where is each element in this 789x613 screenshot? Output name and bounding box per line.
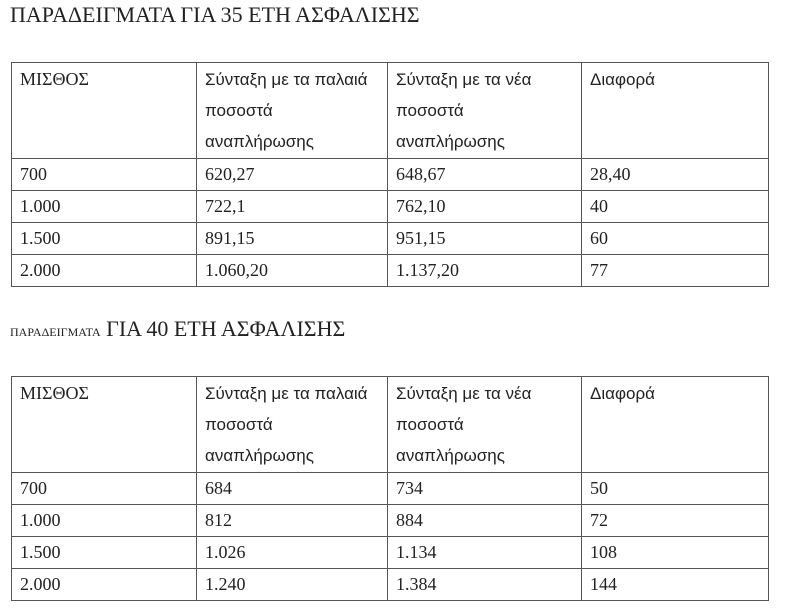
cell-old-pension: 684	[197, 473, 388, 505]
table-header-row	[12, 63, 769, 159]
cell-old-pension: 891,15	[197, 223, 388, 255]
pension-table-40-years	[11, 376, 769, 601]
table-row	[12, 473, 769, 505]
header-salary: ΜΙΣΘΟΣ	[12, 377, 197, 473]
table-row	[12, 569, 769, 601]
cell-new-pension: 648,67	[388, 159, 582, 191]
cell-difference: 60	[582, 223, 769, 255]
cell-new-pension: 762,10	[388, 191, 582, 223]
cell-difference: 144	[582, 569, 769, 601]
cell-new-pension: 1.134	[388, 537, 582, 569]
header-new-pension: Σύνταξη με τα νέα ποσοστά αναπλήρωσης	[388, 377, 582, 473]
table-row	[12, 159, 769, 191]
cell-salary: 2.000	[12, 255, 197, 287]
cell-new-pension: 951,15	[388, 223, 582, 255]
cell-old-pension: 620,27	[197, 159, 388, 191]
cell-new-pension: 1.384	[388, 569, 582, 601]
table-row	[12, 537, 769, 569]
header-old-pension: Σύνταξη με τα παλαιά ποσοστά αναπλήρωσης	[197, 63, 388, 159]
table-row	[12, 223, 769, 255]
cell-old-pension: 812	[197, 505, 388, 537]
cell-salary: 1.500	[12, 223, 197, 255]
table-header-row	[12, 377, 769, 473]
cell-salary: 2.000	[12, 569, 197, 601]
section-40-years-title	[10, 315, 345, 346]
cell-difference: 108	[582, 537, 769, 569]
header-difference: Διαφορά	[582, 63, 769, 159]
header-difference: Διαφορά	[582, 377, 769, 473]
cell-salary: 1.000	[12, 191, 197, 223]
table-row	[12, 255, 769, 287]
cell-new-pension: 884	[388, 505, 582, 537]
section-40-years-title-rest: ΓΙΑ 40 ΕΤΗ ΑΣΦΑΛΙΣΗΣ	[100, 316, 346, 341]
cell-old-pension: 1.060,20	[197, 255, 388, 287]
pension-table-35-years	[11, 62, 769, 287]
cell-difference: 72	[582, 505, 769, 537]
cell-new-pension: 734	[388, 473, 582, 505]
cell-salary: 1.000	[12, 505, 197, 537]
table-row	[12, 191, 769, 223]
cell-difference: 50	[582, 473, 769, 505]
cell-salary: 700	[12, 159, 197, 191]
cell-old-pension: 1.026	[197, 537, 388, 569]
section-40-years-title-prefix: ΠΑΡΑΔΕΙΓΜΑΤΑ	[10, 325, 101, 339]
cell-difference: 77	[582, 255, 769, 287]
cell-new-pension: 1.137,20	[388, 255, 582, 287]
header-salary: ΜΙΣΘΟΣ	[12, 63, 197, 159]
cell-salary: 1.500	[12, 537, 197, 569]
cell-old-pension: 722,1	[197, 191, 388, 223]
cell-difference: 28,40	[582, 159, 769, 191]
header-old-pension: Σύνταξη με τα παλαιά ποσοστά αναπλήρωσης	[197, 377, 388, 473]
table-row	[12, 505, 769, 537]
section-35-years-title: ΠΑΡΑΔΕΙΓΜΑΤΑ ΓΙΑ 35 ΕΤΗ ΑΣΦΑΛΙΣΗΣ	[10, 2, 420, 27]
cell-difference: 40	[582, 191, 769, 223]
cell-salary: 700	[12, 473, 197, 505]
cell-old-pension: 1.240	[197, 569, 388, 601]
header-new-pension: Σύνταξη με τα νέα ποσοστά αναπλήρωσης	[388, 63, 582, 159]
